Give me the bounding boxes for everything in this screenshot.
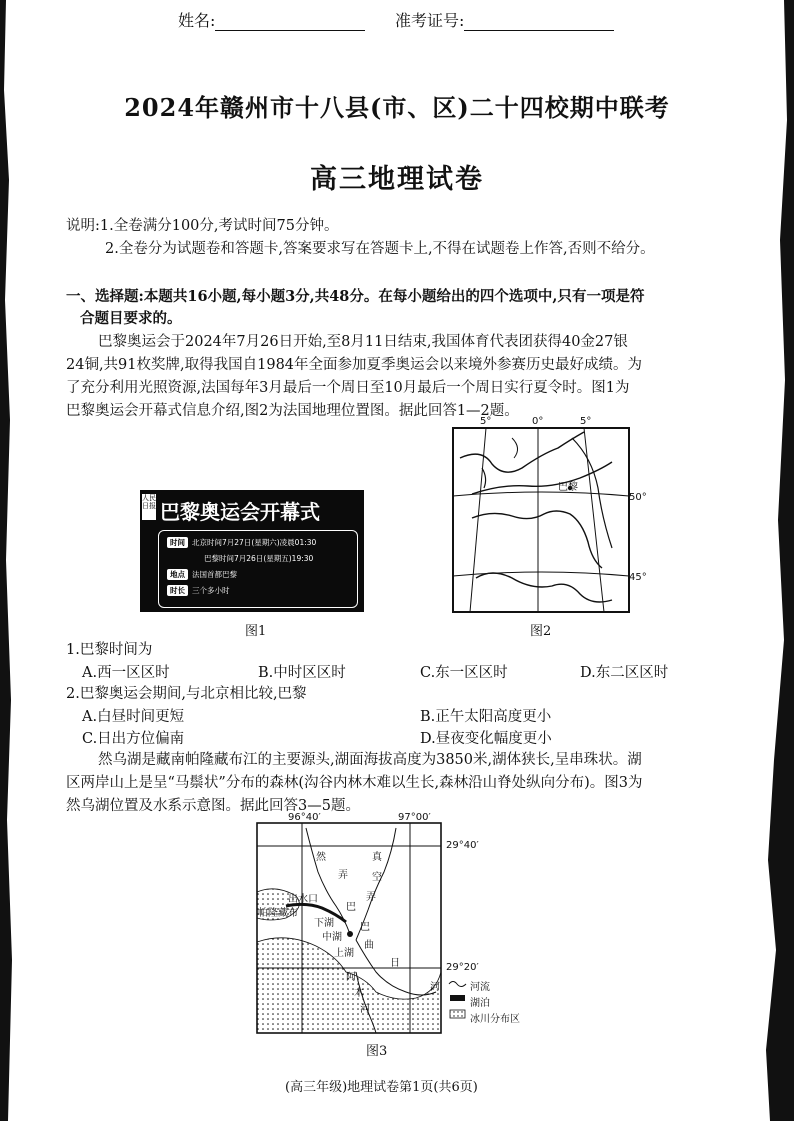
q1-option-c: C.东一区区时 xyxy=(420,665,508,681)
q1-option-b: B.中时区区时 xyxy=(258,665,346,681)
passage2-line: 然乌湖是藏南帕隆藏布江的主要源头,湖面海拔高度为3850米,湖体狭长,呈串珠状。湖 xyxy=(98,752,642,768)
fig3-place-label: 河 xyxy=(360,1004,370,1015)
fig3-place-label: 真 xyxy=(372,852,382,863)
fig3-lon-label: 96°40′ xyxy=(288,812,321,823)
banner-row-text: 北京时间7月27日(星期六)凌晨01:30 xyxy=(192,538,317,547)
banner-row-duration xyxy=(167,585,230,596)
banner-row-text: 巴黎时间7月26日(星期五)19:30 xyxy=(204,554,314,563)
fig2-lat-label: 50° xyxy=(629,492,647,503)
fig3-place-label: 空 xyxy=(372,872,382,883)
fig3-place-label: 然 xyxy=(316,852,326,863)
fig3-place-label: 弄 xyxy=(366,892,376,903)
fig2-city-label: 巴黎 xyxy=(558,482,578,493)
figure1-banner xyxy=(140,490,364,612)
exam-no-blank xyxy=(464,16,614,31)
banner-row-text: 三个多小时 xyxy=(192,586,230,595)
fig3-legend-symbols xyxy=(448,978,468,1022)
banner-row-time xyxy=(167,537,316,548)
name-field xyxy=(178,8,365,31)
fig3-place-label: 出水口 xyxy=(288,894,318,905)
page-footer: (高三年级)地理试卷第1页(共6页) xyxy=(285,1080,478,1095)
instruction-line-2: 2.全卷分为试题卷和答题卡,答案要求写在答题卡上,不得在试题卷上作答,否则不给分。 xyxy=(105,241,655,257)
name-blank xyxy=(215,16,365,31)
passage1-line: 了充分利用光照资源,法国每年3月最后一个周日至10月最后一个周日实行夏令时。图1为 xyxy=(66,380,630,396)
fig3-place-label: 帕隆藏布 xyxy=(258,908,298,919)
banner-row-paris-time xyxy=(204,553,313,564)
legend-lake: 湖泊 xyxy=(470,998,490,1009)
name-label: 姓名: xyxy=(178,11,216,30)
passage2-line: 然乌湖位置及水系示意图。据此回答3—5题。 xyxy=(66,798,360,814)
q1-option-d: D.东二区区时 xyxy=(580,665,669,681)
banner-row-location xyxy=(167,569,237,580)
fig3-lat-label: 29°20′ xyxy=(446,962,479,973)
exam-title: 2024年赣州市十八县(市、区)二十四校期中联考 xyxy=(124,93,670,122)
banner-tag: 时长 xyxy=(167,585,188,596)
exam-no-label: 准考证号: xyxy=(395,11,465,30)
exam-no-field xyxy=(395,8,614,31)
q1-stem: 1.巴黎时间为 xyxy=(66,642,153,658)
q2-option-c: C.日出方位偏南 xyxy=(82,731,185,747)
q2-option-a: A.白昼时间更短 xyxy=(82,709,185,725)
figure1-caption: 图1 xyxy=(245,624,267,639)
q2-stem: 2.巴黎奥运会期间,与北京相比较,巴黎 xyxy=(66,686,307,702)
fig3-place-label: 河 xyxy=(430,982,440,993)
fig3-place-label: 阿 xyxy=(346,972,356,983)
figure3-map xyxy=(256,822,442,1034)
figure2-caption: 图2 xyxy=(530,624,552,639)
figure3-caption: 图3 xyxy=(366,1044,388,1059)
fig3-place-label: 中湖 xyxy=(322,932,342,943)
passage1-line: 24铜,共91枚奖牌,取得我国自1984年全面参加夏季奥运会以来境外参赛历史最好成绩。为 xyxy=(66,357,643,373)
instruction-line-1: 说明:1.全卷满分100分,考试时间75分钟。 xyxy=(66,218,339,234)
legend-river: 河流 xyxy=(470,982,490,993)
fig3-place-label: 上湖 xyxy=(334,948,354,959)
fig2-lon-label: 5° xyxy=(480,416,492,427)
fig3-lat-label: 29°40′ xyxy=(446,840,479,851)
q2-option-d: D.昼夜变化幅度更小 xyxy=(420,731,552,747)
section-heading-line-1: 一、选择题:本题共16小题,每小题3分,共48分。在每小题给出的四个选项中,只有一项是符 xyxy=(66,288,645,305)
banner-side-label: 人民日报 xyxy=(142,494,156,520)
passage1-line: 巴黎奥运会开幕式信息介绍,图2为法国地理位置图。据此回答1—2题。 xyxy=(66,403,519,419)
legend-glacier: 冰川分布区 xyxy=(470,1014,520,1025)
exam-subtitle: 高三地理试卷 xyxy=(310,164,484,195)
q1-option-a: A.西一区区时 xyxy=(82,665,170,681)
fig2-lon-label: 0° xyxy=(532,416,544,427)
banner-title: 巴黎奥运会开幕式 xyxy=(160,500,320,524)
fig3-place-label: 巴 xyxy=(360,922,370,933)
fig3-lon-label: 97°00′ xyxy=(398,812,431,823)
section-heading-line-2: 合题目要求的。 xyxy=(80,310,182,327)
fig3-place-label: 日 xyxy=(390,958,400,969)
banner-tag: 地点 xyxy=(167,569,188,580)
passage1-line: 巴黎奥运会于2024年7月26日开始,至8月11日结束,我国体育代表团获得40金27银 xyxy=(98,334,628,350)
figure2-map xyxy=(452,418,632,614)
passage2-line: 区两岸山上是呈“马鬃状”分布的森林(沟谷内林木难以生长,森林沿山脊处纵向分布)。图3为 xyxy=(66,775,643,791)
fig3-place-label: 木 xyxy=(354,988,364,999)
fig3-place-label: 曲 xyxy=(364,940,374,951)
q2-option-b: B.正午太阳高度更小 xyxy=(420,709,552,725)
banner-row-text: 法国首都巴黎 xyxy=(192,570,237,579)
fig3-place-label: 弄 xyxy=(338,870,348,881)
fig3-place-label: 下湖 xyxy=(314,918,334,929)
fig3-place-label: 巴 xyxy=(346,902,356,913)
fig2-lat-label: 45° xyxy=(629,572,647,583)
banner-info-box xyxy=(158,530,358,608)
fig2-lon-label: 5° xyxy=(580,416,592,427)
banner-tag: 时间 xyxy=(167,537,188,548)
